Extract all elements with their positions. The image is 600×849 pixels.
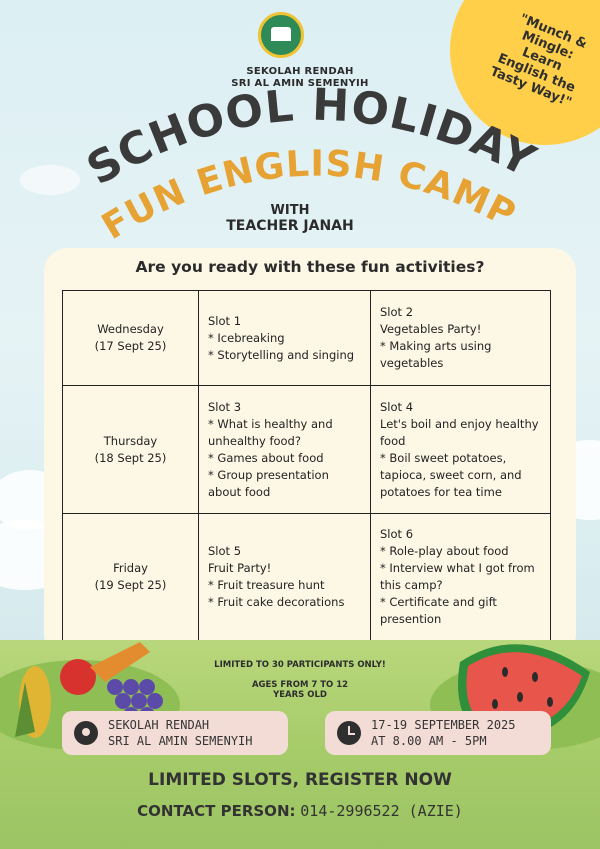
day-name: Thursday	[103, 433, 158, 448]
slot-line: * What is healthy and unhealthy food?	[208, 416, 333, 448]
title-line2: FUN ENGLISH CAMP	[95, 143, 523, 248]
contact-label: CONTACT PERSON:	[137, 802, 296, 820]
location-line2: SRI AL AMIN SEMENYIH	[108, 734, 253, 748]
slot-line: Slot 2	[380, 305, 414, 319]
location-pin-icon	[74, 721, 98, 745]
table-row	[63, 291, 551, 386]
slot-line: Fruit Party!	[208, 561, 272, 575]
day-cell	[63, 386, 199, 514]
slot-line: * Role-play about food	[380, 544, 509, 558]
location-line1: SEKOLAH RENDAH	[108, 718, 210, 732]
register-callout: LIMITED SLOTS, REGISTER NOW	[148, 770, 452, 790]
day-date: (19 Sept 25)	[94, 578, 167, 592]
school-name-line2: SRI AL AMIN SEMENYIH	[231, 78, 369, 89]
slot-line: * Games about food	[208, 450, 324, 465]
contact-number: 014-2996522 (AZIE)	[300, 802, 463, 820]
slot-cell	[371, 514, 551, 641]
slogan: "Munch & Mingle: Learn English the Tasty Way!"	[487, 11, 589, 111]
slot-line: * Group presentation about food	[208, 467, 329, 499]
schedule-table	[62, 290, 551, 641]
day-date: (17 Sept 25)	[94, 339, 167, 353]
date-line2: AT 8.00 AM - 5PM	[371, 734, 487, 748]
school-name-line1: SEKOLAH RENDAH	[246, 66, 354, 77]
slot-line: Slot 6	[380, 527, 414, 541]
date-line1: 17-19 SEPTEMBER 2025	[371, 718, 516, 732]
slot-line: Slot 1	[208, 313, 242, 328]
slot-line: Slot 3	[208, 399, 242, 414]
title-line1: SCHOOL HOLIDAY	[78, 79, 544, 196]
slot-line: * Fruit cake decorations	[208, 595, 345, 609]
tomato-icon	[60, 659, 96, 695]
day-name: Friday	[113, 561, 148, 575]
slot-cell	[199, 386, 371, 514]
slot-cell	[371, 291, 551, 386]
slot-line: * Making arts using vegetables	[380, 339, 492, 370]
slot-line: * Boil sweet potatoes, tapioca, sweet corn, and potatoes for tea time	[380, 450, 522, 499]
date-text	[371, 717, 516, 749]
teacher-name: TEACHER JANAH	[226, 218, 354, 234]
day-cell	[63, 514, 199, 641]
slot-cell	[371, 386, 551, 514]
slot-line: Slot 5	[208, 544, 242, 558]
slot-line: * Certificate and gift presention	[380, 595, 497, 626]
slot-line: Slot 4	[380, 399, 414, 414]
slot-line: * Fruit treasure hunt	[208, 578, 325, 592]
clock-icon	[337, 721, 361, 745]
contact-line	[0, 802, 600, 820]
slot-line: * Storytelling and singing	[208, 347, 355, 362]
carrot-icon	[90, 642, 150, 682]
slot-line: Let's boil and enjoy healthy food	[380, 416, 539, 448]
date-pill	[325, 711, 551, 755]
table-row	[63, 386, 551, 514]
location-pill	[62, 711, 288, 755]
slot-line: * Icebreaking	[208, 330, 285, 345]
day-cell	[63, 291, 199, 386]
ages-line2: YEARS OLD	[273, 690, 327, 700]
table-row	[63, 514, 551, 641]
participants-limit: LIMITED TO 30 PARTICIPANTS ONLY!	[214, 660, 386, 670]
slot-cell	[199, 291, 371, 386]
schedule-question: Are you ready with these fun activities?	[135, 258, 485, 276]
slot-line: Vegetables Party!	[380, 322, 482, 336]
with-label: WITH	[270, 203, 310, 218]
day-name: Wednesday	[97, 322, 164, 336]
slot-cell	[199, 514, 371, 641]
day-date: (18 Sept 25)	[94, 450, 167, 465]
location-text	[108, 717, 253, 749]
ages-line1: AGES FROM 7 TO 12	[251, 680, 349, 690]
slot-line: * Interview what I got from this camp?	[380, 561, 535, 592]
